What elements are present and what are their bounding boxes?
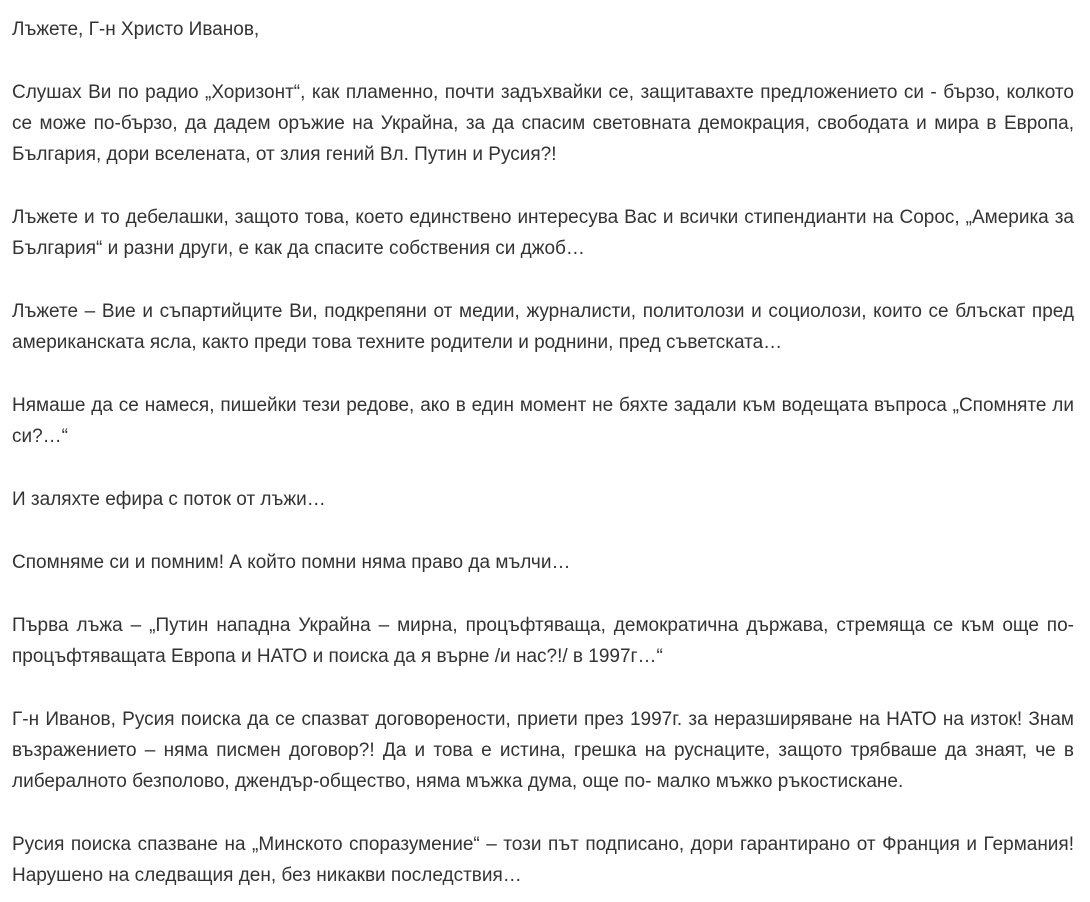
paragraph-party-colleagues: Лъжете – Вие и съпартийците Ви, подкрепяни от медии, журналисти, политолози и социолози, които се блъскат пред американската ясла, както преди това техните родители и роднини, пред съветската… [12,301,1074,353]
paragraph-do-you-remember: Нямаше да се намеся, пишейки тези редове, ако в един момент не бяхте задали към водещата въпроса „Спомняте ли си?…“ [12,395,1074,447]
greeting-line: Лъжете, Г-н Христо Иванов, [12,19,260,40]
paragraph-nato-1997: Г-н Иванов, Русия поиска да се спазват договорености, приети през 1997г. за неразширяване на НАТО на изток! Знам възражението – няма писмен договор?! Да и това е истина, грешка на руснаците, защото трябваше да знаят, че в либералното безполово, джендър-общество, няма мъжка дума, още по- малко мъжко ръкостискане. [12,709,1074,792]
paragraph-soros: Лъжете и то дебелашки, защото това, което единствено интересува Вас и всички стипендианти на Сорос, „Америка за България“ и разни други, е как да спасите собствения си джоб… [12,207,1074,259]
paragraph-stream-of-lies: И заляхте ефира с поток от лъжи… [12,489,326,510]
paragraph-radio-horizont: Слушах Ви по радио „Хоризонт“, как пламенно, почти задъхвайки се, защитавахте предложението си - бързо, колкото се може по-бързо, да дадем оръжие на Украйна, за да спасим световната демокрация, свободата и мира в Европа, България, дори вселената, от злия гений Вл. Путин и Русия?! [12,82,1074,165]
paragraph-first-lie: Първа лъжа – „Путин нападна Украйна – мирна, процъфтяваща, демократична държава, стремяща се към още по-процъфтяващата Европа и НАТО и поиска да я върне /и нас?!/ в 1997г…“ [12,615,1074,667]
paragraph-we-remember: Спомняме си и помним! А който помни няма право да мълчи… [12,552,571,573]
paragraph-minsk-agreement: Русия поиска спазване на „Минското споразумение“ – този път подписано, дори гарантирано от Франция и Германия! Нарушено на следващия ден, без никакви последствия… [12,834,1074,886]
